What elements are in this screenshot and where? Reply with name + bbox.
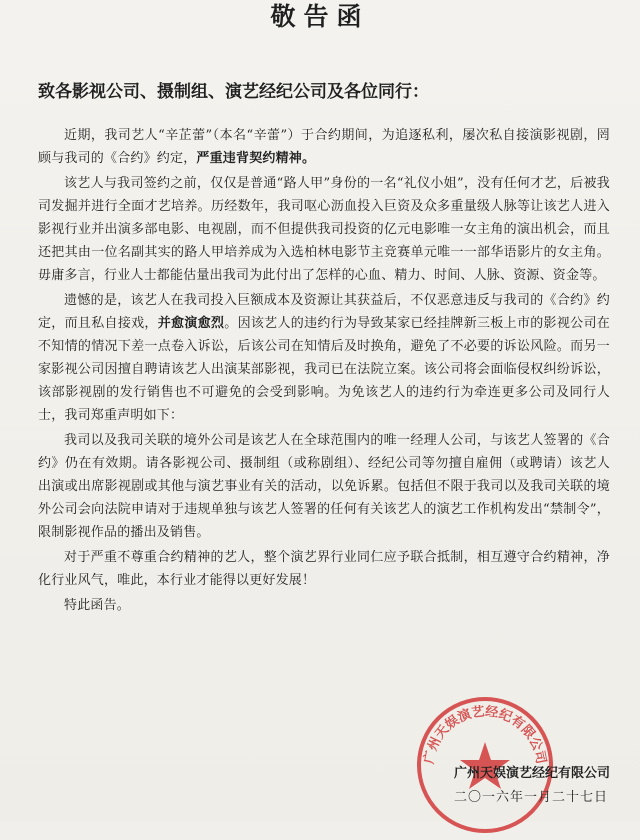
paragraph-3-emphasis: 并愈演愈烈: [157, 316, 225, 331]
paragraph-6: [38, 594, 610, 617]
paragraph-5-text: 对于严重不尊重合约精神的艺人，整个演艺界行业同仁应予联合抵制，相互遵守合约精神，净化行业风气，唯此，本行业才能得以更好发展！: [38, 550, 610, 588]
paragraph-3-text-a: 遗憾的是，该艺人在我司投入巨额成本及资源让其获益后，不仅恶意违反与我司的《合约》约定，而且私自接戏，: [38, 293, 610, 331]
salutation: 致各影视公司、摄制组、演艺经纪公司及各位同行：: [38, 82, 429, 102]
paragraph-1-text: 近期，我司艺人“辛芷蕾”（本名“辛蕾”）于合约期间，为追逐私利，屡次私自接演影视剧，罔顾与我司的《合约》约定，: [38, 128, 610, 166]
paragraph-1-emphasis: 严重违背契约精神。: [196, 151, 316, 166]
paragraph-3: [38, 289, 610, 427]
signature-date: 二〇一六年一月二十七日: [453, 790, 608, 805]
paragraph-2-text: 该艺人与我司签约之前，仅仅是普通“路人甲”身份的一名“礼仪小姐”，没有任何才艺，后被我司发掘并进行全面才艺培养。历经数年，我司呕心沥血投入巨资及众多重量级人脉等让该艺人进入影视行业并出演多部电影、电视剧，而不但提供我司投资的亿元电影唯一女主角的演出机会，而且还把其由一位名副其实的路人甲培养成为入选柏林电影节主竞赛单元唯一一部华语影片的女主角。毋庸多言，行业人士都能估量出我司为此付出了怎样的心血、精力、时间、人脉、资源、资金等。: [38, 176, 610, 283]
paragraph-3-text-b: 。因该艺人的违约行为导致某家已经挂牌新三板上市的影视公司在不知情的情况下差一点卷入诉讼，后该公司在知情后及时换角，避免了不必要的诉讼风险。而另一家影视公司因擅自聘请该艺人出演某部影视，我司已在法院立案。该公司将会面临侵权纠纷诉讼，该部影视剧的发行销售也不可避免的会受到影响。为免该艺人的违约行为牵连更多公司及同行人士，我司郑重声明如下：: [38, 316, 610, 423]
letter-body: [38, 124, 610, 619]
paragraph-2: [38, 172, 610, 287]
paragraph-4: [38, 429, 610, 544]
paragraph-1: [38, 124, 610, 170]
paragraph-4-text: 我司以及我司关联的境外公司是该艺人在全球范围内的唯一经理人公司，与该艺人签署的《合约》仍在有效期。请各影视公司、摄制组（或称剧组）、经纪公司等勿擅自雇佣（或聘请）该艺人出演或出席影视剧或其他与演艺事业有关的活动，以免诉累。包括但不限于我司以及我司关联的境外公司会向法院申请对于违规单独与该艺人签署的任何有关该艺人的演艺工作机构发出“禁制令”，限制影视作品的播出及销售。: [38, 433, 610, 540]
paragraph-6-text: 特此函告。: [64, 598, 131, 613]
signature-company: 广州天娱演艺经纪有限公司: [453, 766, 610, 781]
letter-title: 敬告函: [270, 2, 370, 31]
paragraph-5: [38, 546, 610, 592]
signature-block: [454, 762, 610, 810]
seal-text: 广州天娱演艺经纪有限公司: [421, 704, 549, 766]
